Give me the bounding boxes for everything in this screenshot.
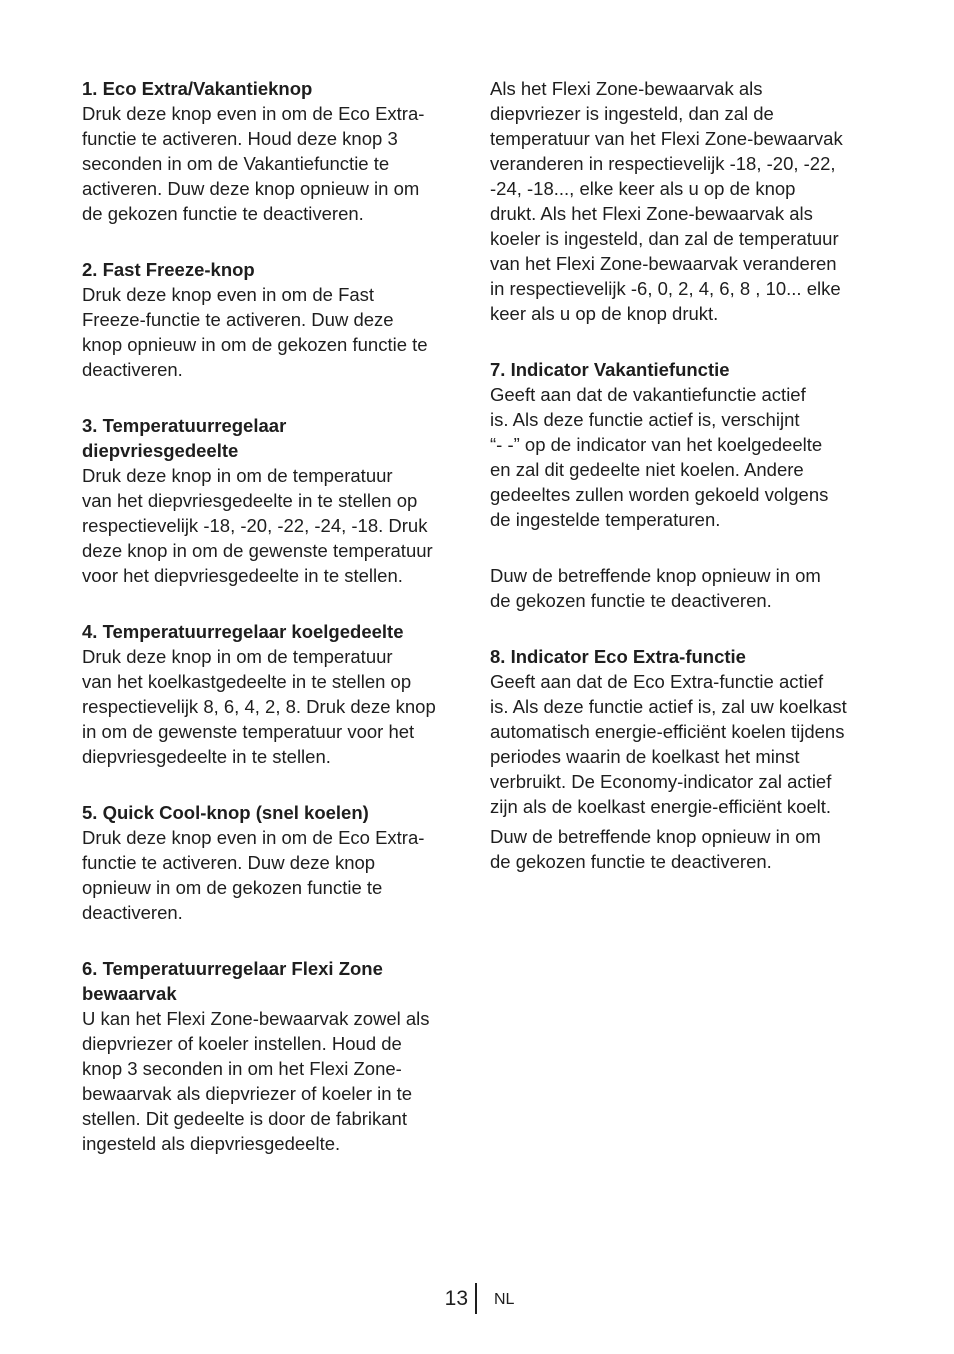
section-fridge-temp: [82, 619, 472, 769]
left-column: [82, 76, 472, 1187]
section-heading: 7. Indicator Vakantiefunctie: [490, 359, 730, 380]
section-text: Geeft aan dat de vakantiefunctie actief is. Als deze functie actief is, verschijnt “- -” op de indicator van het koelgedeelte en zal dit gedeelte niet koelen. Andere gedeeltes zullen worden gekoeld volgens de ingestelde temperaturen.: [490, 384, 829, 530]
section-note: Duw de betreffende knop opnieuw in om de gekozen functie te deactiveren.: [490, 565, 821, 611]
section-text: Druk deze knop even in om de Eco Extra- functie te activeren. Houd deze knop 3 seconden in om de Vakantiefunctie te activeren. Duw deze knop opnieuw in om de gekozen functie te deactiveren.: [82, 103, 425, 224]
section-holiday-note: [490, 563, 880, 613]
section-text: U kan het Flexi Zone-bewaarvak zowel als diepvriezer of koeler instellen. Houd de knop 3 seconden in om het Flexi Zone- bewaarvak als diepvriezer of koeler in te stellen. Dit gedeelte is door de fabrikant ingesteld als diepvriesgedeelte.: [82, 1008, 430, 1154]
section-heading: 1. Eco Extra/Vakantieknop: [82, 78, 313, 99]
section-flexi-zone-continued: [490, 76, 880, 326]
language-code: NL: [494, 1291, 515, 1308]
footer-divider: [475, 1283, 477, 1314]
right-column: [490, 76, 880, 905]
section-quick-cool: [82, 800, 472, 925]
section-fast-freeze: [82, 257, 472, 382]
section-heading: 5. Quick Cool-knop (snel koelen): [82, 802, 369, 823]
section-holiday-indicator: [490, 357, 880, 532]
section-heading: 2. Fast Freeze-knop: [82, 259, 255, 280]
section-text: Als het Flexi Zone-bewaarvak als diepvriezer is ingesteld, dan zal de temperatuur van het Flexi Zone-bewaarvak veranderen in respectievelijk -18, -20, -22, -24, -18..., elke keer als u op de knop drukt. Als het Flexi Zone-bewaarvak als koeler is ingesteld, dan zal de temperatuur van het Flexi Zone-bewaarvak veranderen in respectievelijk -6, 0, 2, 4, 6, 8 , 10... elke keer als u op de knop drukt.: [490, 78, 843, 324]
section-note: Duw de betreffende knop opnieuw in om de gekozen functie te deactiveren.: [490, 826, 821, 872]
section-heading: 6. Temperatuurregelaar Flexi Zone bewaarvak: [82, 958, 383, 1004]
page-number: 13: [444, 1287, 468, 1310]
section-text: Druk deze knop in om de temperatuur van het diepvriesgedeelte in te stellen op respectievelijk -18, -20, -22, -24, -18. Druk deze knop in om de gewenste temperatuur voor het diepvriesgedeelte in te stellen.: [82, 465, 433, 586]
section-text: Druk deze knop even in om de Fast Freeze-functie te activeren. Duw deze knop opnieuw in om de gekozen functie te deactiveren.: [82, 284, 428, 380]
section-eco-extra: [82, 76, 472, 226]
section-heading: 3. Temperatuurregelaar diepvriesgedeelte: [82, 415, 287, 461]
section-heading: 8. Indicator Eco Extra-functie: [490, 646, 746, 667]
section-eco-extra-indicator: [490, 644, 880, 874]
section-flexi-zone: [82, 956, 472, 1156]
page-footer: [0, 1283, 954, 1315]
section-text: Druk deze knop even in om de Eco Extra- functie te activeren. Duw deze knop opnieuw in om de gekozen functie te deactiveren.: [82, 827, 425, 923]
section-text: Druk deze knop in om de temperatuur van het koelkastgedeelte in te stellen op respectievelijk 8, 6, 4, 2, 8. Druk deze knop in om de gewenste temperatuur voor het diepvriesgedeelte in te stellen.: [82, 646, 436, 767]
section-text: Geeft aan dat de Eco Extra-functie actief is. Als deze functie actief is, zal uw koelkast automatisch energie-efficiënt koelen tijdens periodes waarin de koelkast het minst verbruikt. De Economy-indicator zal actief zijn als de koelkast energie-efficiënt koelt.: [490, 671, 847, 817]
section-heading: 4. Temperatuurregelaar koelgedeelte: [82, 621, 404, 642]
section-freezer-temp: [82, 413, 472, 588]
